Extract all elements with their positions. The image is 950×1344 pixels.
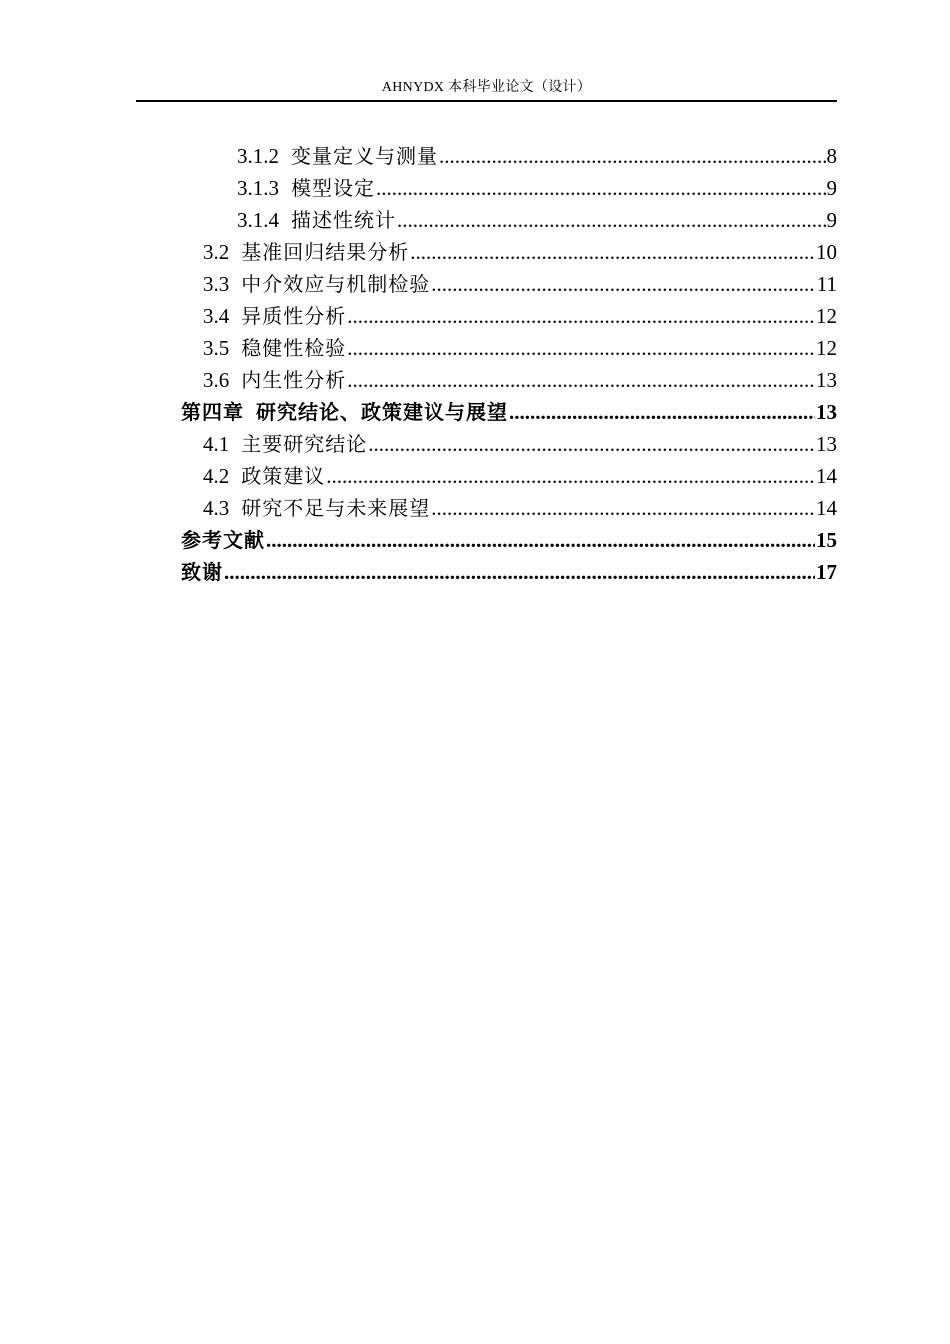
toc-dot-leader xyxy=(326,462,815,490)
toc-entry-title: 稳健性检验 xyxy=(241,336,347,360)
toc-dot-leader xyxy=(347,366,815,394)
toc-entry-page: 14 xyxy=(816,496,837,520)
toc-entry[interactable] xyxy=(203,362,837,394)
toc-chapter-entry[interactable] xyxy=(181,394,837,426)
toc-entry-number: 3.5 xyxy=(203,336,230,360)
toc-chapter-entry[interactable] xyxy=(181,522,837,554)
toc-entry-page: 13 xyxy=(816,432,837,456)
toc-entry[interactable] xyxy=(237,170,837,202)
toc-dot-leader xyxy=(439,142,826,170)
toc-dot-leader xyxy=(224,558,815,586)
toc-dot-leader xyxy=(347,302,815,330)
toc-entry-title: 基准回归结果分析 xyxy=(241,240,410,264)
page-header: AHNYDX 本科毕业论文（设计） xyxy=(381,80,592,95)
toc-dot-leader xyxy=(347,334,815,362)
toc-dot-leader xyxy=(266,526,815,554)
toc-entry[interactable] xyxy=(203,426,837,458)
toc-dot-leader xyxy=(376,174,826,202)
toc-entry-title: 变量定义与测量 xyxy=(291,144,438,168)
toc-chapter-entry[interactable] xyxy=(181,554,837,586)
toc-entry-page: 12 xyxy=(816,304,837,328)
toc-entry[interactable] xyxy=(203,458,837,490)
toc-entry-title: 主要研究结论 xyxy=(241,432,368,456)
toc-entry-number: 3.4 xyxy=(203,304,230,328)
toc-entry[interactable] xyxy=(203,490,837,522)
header-rule xyxy=(136,100,837,102)
toc-entry-title: 中介效应与机制检验 xyxy=(241,272,431,296)
toc-entry-number: 3.3 xyxy=(203,272,230,296)
toc-entry-number: 第四章 xyxy=(181,400,244,424)
toc-entry-title: 异质性分析 xyxy=(241,304,347,328)
toc-entry-title: 描述性统计 xyxy=(291,208,396,232)
toc-entry-page: 9 xyxy=(826,208,837,232)
toc-entry-page: 12 xyxy=(816,336,837,360)
toc-entry[interactable] xyxy=(203,234,837,266)
toc-entry[interactable] xyxy=(237,138,837,170)
toc-entry-number: 3.2 xyxy=(203,240,230,264)
toc-entry-title: 政策建议 xyxy=(241,464,326,488)
toc-entry-page: 15 xyxy=(816,528,837,552)
toc-entry-number: 3.6 xyxy=(203,368,230,392)
toc-entry-title: 模型设定 xyxy=(291,176,375,200)
toc-entry[interactable] xyxy=(203,298,837,330)
toc-entry-number: 3.1.4 xyxy=(237,208,279,232)
toc-entry-page: 9 xyxy=(826,176,837,200)
toc-dot-leader xyxy=(431,270,816,298)
toc-entry[interactable] xyxy=(203,266,837,298)
toc-entry-number: 4.1 xyxy=(203,432,230,456)
toc-entry-title: 内生性分析 xyxy=(241,368,347,392)
toc-entry-number: 3.1.3 xyxy=(237,176,279,200)
toc-dot-leader xyxy=(368,430,815,458)
toc-entry-page: 17 xyxy=(816,560,837,584)
toc-entry-page: 11 xyxy=(816,272,837,296)
toc-dot-leader xyxy=(431,494,815,522)
toc-dot-leader xyxy=(410,238,815,266)
toc-entry-title: 研究不足与未来展望 xyxy=(241,496,431,520)
toc-entry-page: 8 xyxy=(826,144,837,168)
toc-entry-number: 4.3 xyxy=(203,496,230,520)
toc-entry-page: 14 xyxy=(816,464,837,488)
toc-entry[interactable] xyxy=(237,202,837,234)
toc-dot-leader xyxy=(397,206,826,234)
toc-entry-number: 4.2 xyxy=(203,464,230,488)
toc-entry-number: 3.1.2 xyxy=(237,144,279,168)
toc-dot-leader xyxy=(509,398,815,426)
toc-entry-title: 研究结论、政策建议与展望 xyxy=(256,400,508,424)
toc-entry-page: 10 xyxy=(816,240,837,264)
toc-entry[interactable] xyxy=(203,330,837,362)
toc-entry-title: 参考文献 xyxy=(181,528,265,552)
toc-entry-title: 致谢 xyxy=(181,560,223,584)
toc-entry-page: 13 xyxy=(816,368,837,392)
toc-entry-page: 13 xyxy=(816,400,837,424)
